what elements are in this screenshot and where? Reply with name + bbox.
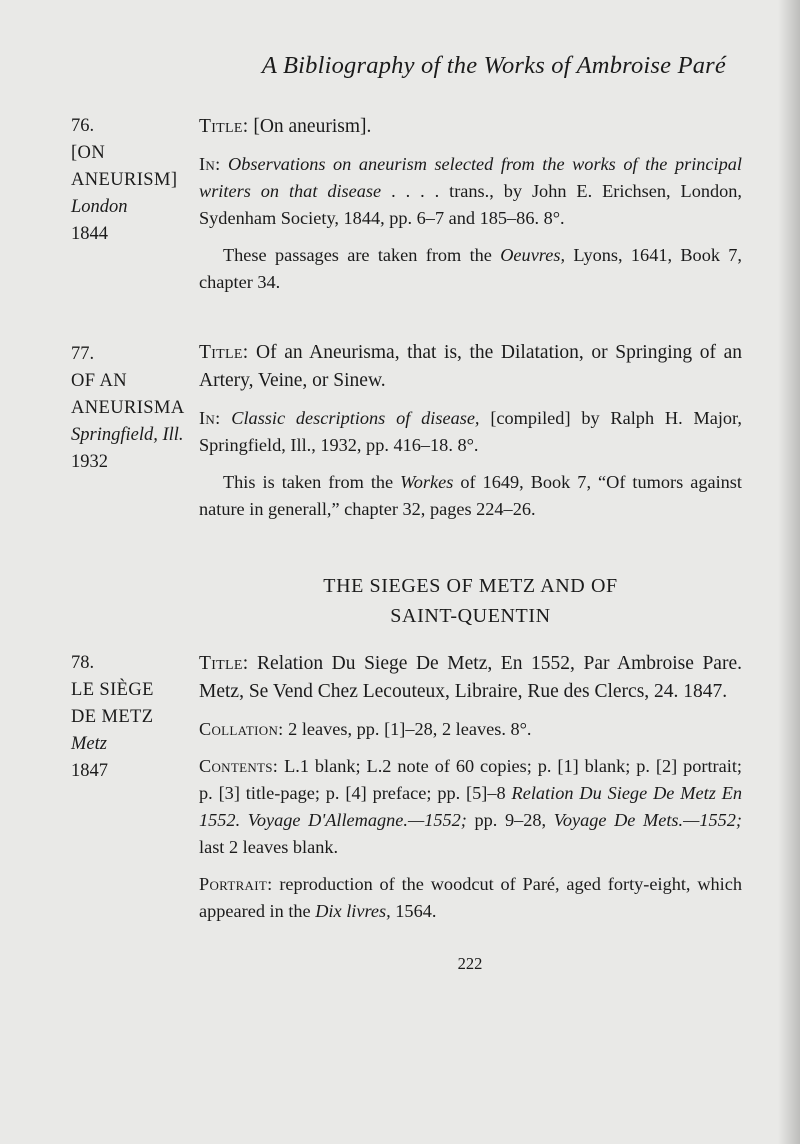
entry-76-body xyxy=(199,113,742,296)
entry-note: This is taken from the Workes of 1649, Book 7, “Of tumors against nature in generall,” chapter 32, pages 224–26. xyxy=(199,472,742,519)
section-heading xyxy=(199,571,742,631)
side-label: ANEURISM] xyxy=(71,170,178,190)
side-place: London xyxy=(71,197,128,217)
entry-collation: Collation: 2 leaves, pp. [1]–28, 2 leaves. 8°. xyxy=(199,719,532,739)
entry-77-sidenote xyxy=(71,341,196,476)
entry-77-body xyxy=(199,339,742,523)
entry-contents: Contents: L.1 blank; L.2 note of 60 copies; p. [1] blank; p. [2] portrait; p. [3] title-page; p. [4] preface; pp. [5]–8 Relation Du Siege De Metz En 1552. Voyage D'Allemagne.—1552; pp. 9–28, Voyage De Mets.—1552; last 2 leaves blank. xyxy=(199,756,743,857)
page-number: 222 xyxy=(457,954,483,973)
entry-78-body xyxy=(199,650,742,925)
entry-number: 76. xyxy=(71,116,95,136)
entry-in-citation: In: Observations on aneurism selected from the works of the principal writers on that disease . . . . trans., by John E. Erichsen, London, Sydenham Society, 1844, pp. 6–7 and 185–86. 8°. xyxy=(199,154,742,228)
entry-title: Title: Of an Aneurisma, that is, the Dilatation, or Springing of an Artery, Veine, or Sinew. xyxy=(199,342,742,391)
side-year: 1847 xyxy=(71,761,108,781)
side-year: 1932 xyxy=(71,452,108,472)
side-label: LE SIÈGE xyxy=(71,680,154,700)
entry-number: 78. xyxy=(71,653,95,673)
entry-title: Title: Relation Du Siege De Metz, En 1552, Par Ambroise Pare. Metz, Se Vend Chez Lecouteux, Libraire, Rue des Clercs, 24. 1847. xyxy=(199,653,742,702)
side-label: DE METZ xyxy=(71,707,154,727)
side-label: ANEURISMA xyxy=(71,398,185,418)
side-year: 1844 xyxy=(71,224,108,244)
entry-76-sidenote xyxy=(71,113,196,248)
entry-note: These passages are taken from the Oeuvres, Lyons, 1641, Book 7, chapter 34. xyxy=(199,245,742,292)
side-label: OF AN xyxy=(71,371,127,391)
side-label: [ON xyxy=(71,143,106,163)
entry-in-citation: In: Classic descriptions of disease, [compiled] by Ralph H. Major, Springfield, Ill., 1932, pp. 416–18. 8°. xyxy=(199,408,742,455)
entry-title: Title: [On aneurism]. xyxy=(199,116,372,137)
page-edge-shadow xyxy=(778,0,800,1144)
section-heading-line: SAINT-QUENTIN xyxy=(390,605,551,627)
side-place: Springfield, Ill. xyxy=(71,425,184,445)
side-place: Metz xyxy=(71,734,107,754)
running-header: A Bibliography of the Works of Ambroise Paré xyxy=(261,52,726,79)
entry-portrait: Portrait: reproduction of the woodcut of Paré, aged forty-eight, which appeared in the Dix livres, 1564. xyxy=(199,874,742,921)
section-heading-line: THE SIEGES OF METZ AND OF xyxy=(323,575,618,597)
entry-number: 77. xyxy=(71,344,95,364)
entry-78-sidenote xyxy=(71,650,196,785)
